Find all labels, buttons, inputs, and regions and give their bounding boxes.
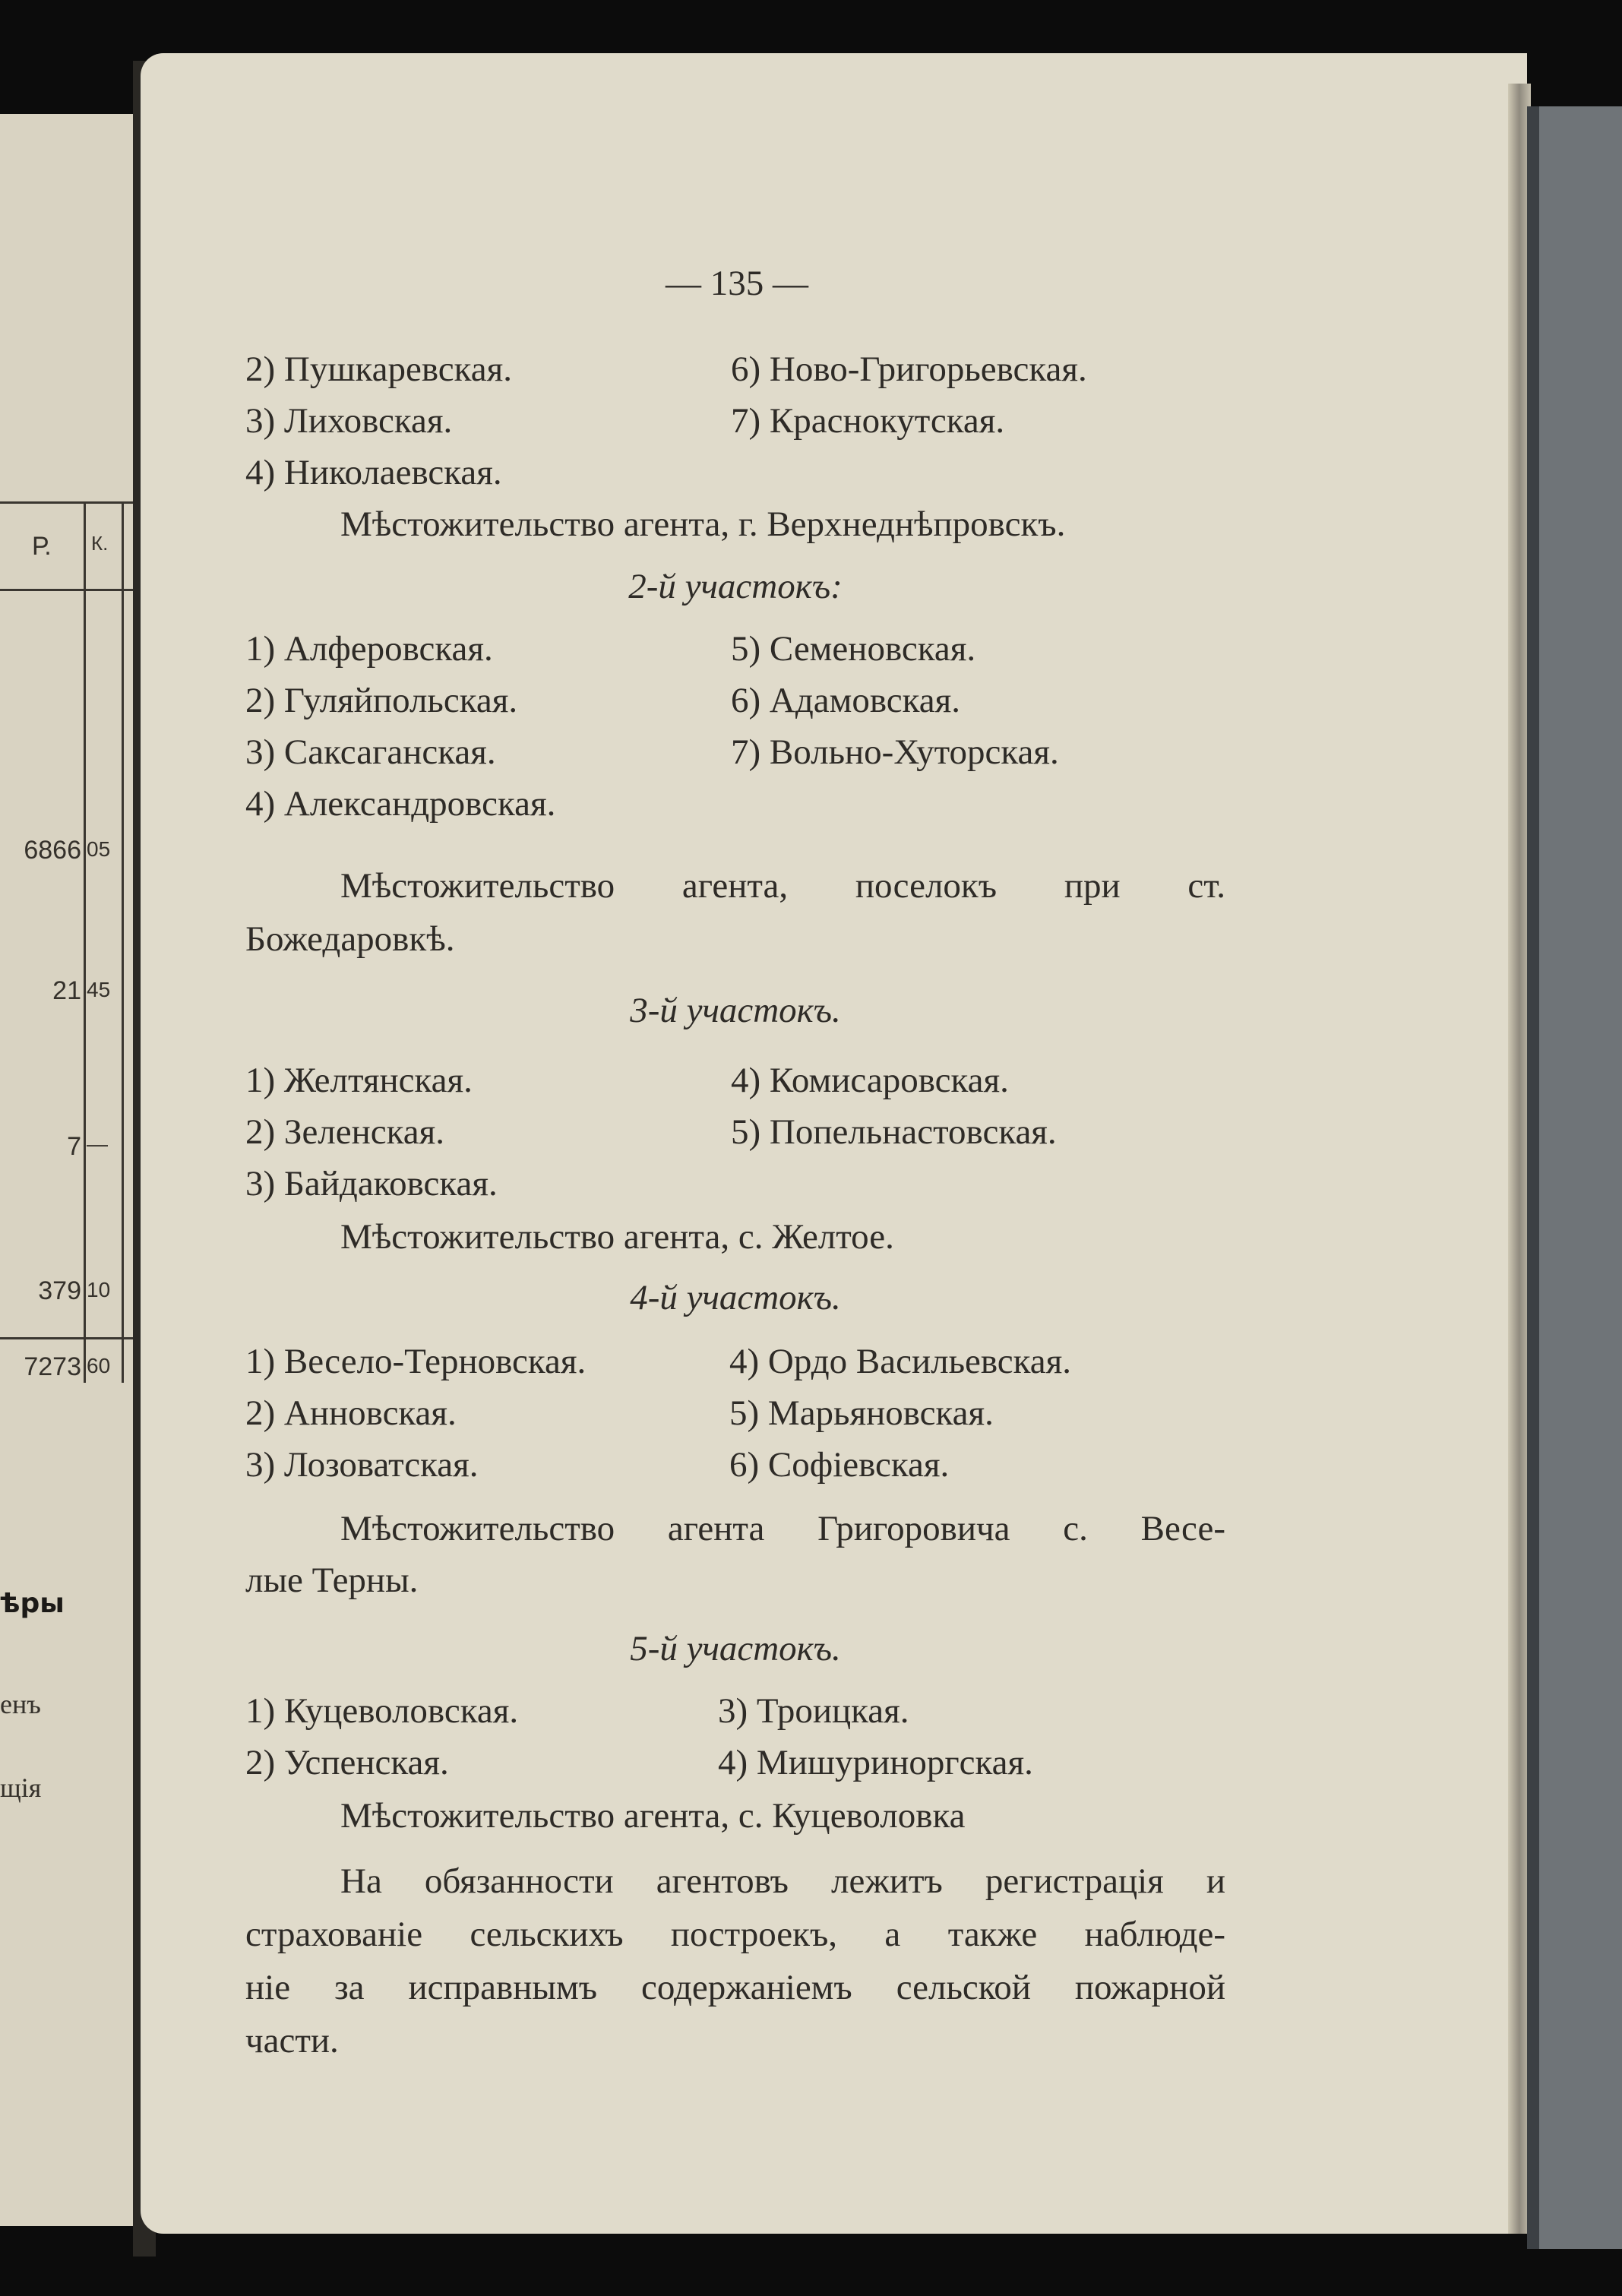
agent-residence: Мѣстожительство агента Григоровича с. Весе- — [340, 1509, 1225, 1548]
table-cell-rubles: 6866 — [24, 836, 81, 865]
table-cell-kopecks: 10 — [87, 1278, 111, 1301]
list-item: 6) Софіевская. — [729, 1445, 950, 1485]
section-heading: 3-й участокъ. — [630, 991, 841, 1030]
table-cell-kopecks: 60 — [87, 1354, 111, 1377]
list-item: 1) Желтянская. — [245, 1061, 473, 1100]
table-column-rule — [122, 501, 124, 1383]
table-cell-rubles: 7273 — [24, 1352, 81, 1381]
list-item: 2) Гуляйпольская. — [245, 681, 518, 720]
list-item: 2) Зеленская. — [245, 1112, 444, 1152]
list-item: 4) Комисаровская. — [731, 1061, 1009, 1100]
list-item: 5) Попельнастовская. — [731, 1112, 1057, 1152]
agent-residence: Божедаровкѣ. — [245, 919, 455, 959]
page-number: — 135 — — [666, 264, 808, 303]
table-header-rubles: Р. — [32, 532, 52, 561]
paragraph-line: ніе за исправнымъ содержаніемъ сельской пожарной — [245, 1968, 1225, 2007]
table-rule — [0, 501, 133, 504]
list-item: 4) Александровская. — [245, 784, 556, 824]
agent-residence: Мѣстожительство агента, поселокъ при ст. — [340, 866, 1225, 906]
list-item: 2) Пушкаревская. — [245, 349, 513, 389]
list-item: 2) Успенская. — [245, 1743, 449, 1782]
list-item: 4) Ордо Васильевская. — [729, 1342, 1071, 1381]
list-item: 3) Троицкая. — [718, 1691, 909, 1731]
table-cell-rubles: 379 — [38, 1276, 81, 1305]
list-item: 1) Алферовская. — [245, 629, 493, 669]
table-rule — [0, 589, 133, 591]
cover-edge — [1527, 106, 1539, 2249]
list-item: 1) Куцеволовская. — [245, 1691, 519, 1731]
left-page-heading-fragment: ѣры — [0, 1588, 65, 1619]
table-cell-kopecks: 05 — [87, 837, 111, 861]
table-column-rule — [84, 501, 86, 1383]
list-item: 6) Адамовская. — [731, 681, 960, 720]
list-item: 5) Семеновская. — [731, 629, 976, 669]
table-header-kopecks: К. — [91, 532, 109, 555]
table-cell-kopecks: — — [87, 1132, 108, 1156]
left-page-text-fragment: енъ — [0, 1689, 41, 1719]
section-heading: 2-й участокъ: — [628, 567, 843, 606]
agent-residence: лые Терны. — [245, 1561, 419, 1600]
list-item: 1) Весело-Терновская. — [245, 1342, 587, 1381]
list-item: 5) Марьяновская. — [729, 1393, 994, 1433]
list-item: 3) Лиховская. — [245, 401, 453, 441]
table-rule — [0, 1337, 133, 1339]
agent-residence: Мѣстожительство агента, с. Желтое. — [340, 1217, 894, 1257]
paragraph-line: страхованіе сельскихъ построекъ, а также наблюде- — [245, 1915, 1225, 1954]
paragraph-line: На обязанности агентовъ лежитъ регистрація и — [340, 1861, 1225, 1901]
paragraph-line: части. — [245, 2021, 339, 2060]
list-item: 7) Краснокутская. — [731, 401, 1005, 441]
section-heading: 5-й участокъ. — [630, 1629, 841, 1668]
list-item: 3) Саксаганская. — [245, 732, 496, 772]
table-cell-rubles: 21 — [52, 976, 81, 1005]
agent-residence: Мѣстожительство агента, с. Куцеволовка — [340, 1796, 966, 1836]
table-cell-kopecks: 45 — [87, 978, 111, 1001]
left-page-text-fragment: щія — [0, 1773, 42, 1803]
left-page-table — [0, 501, 133, 1383]
list-item: 2) Анновская. — [245, 1393, 457, 1433]
list-item: 3) Байдаковская. — [245, 1164, 498, 1203]
list-item: 7) Вольно-Хуторская. — [731, 732, 1059, 772]
list-item: 4) Николаевская. — [245, 453, 502, 492]
left-page-fragment — [0, 114, 144, 2226]
section-heading: 4-й участокъ. — [630, 1278, 841, 1317]
list-item: 4) Мишуриноргская. — [718, 1743, 1033, 1782]
table-cell-rubles: 7 — [67, 1132, 81, 1161]
list-item: 6) Ново-Григорьевская. — [731, 349, 1087, 389]
book-cover — [1527, 106, 1622, 2249]
list-item: 3) Лозоватская. — [245, 1445, 479, 1485]
agent-residence: Мѣстожительство агента, г. Верхнеднѣпровскъ. — [340, 504, 1066, 544]
